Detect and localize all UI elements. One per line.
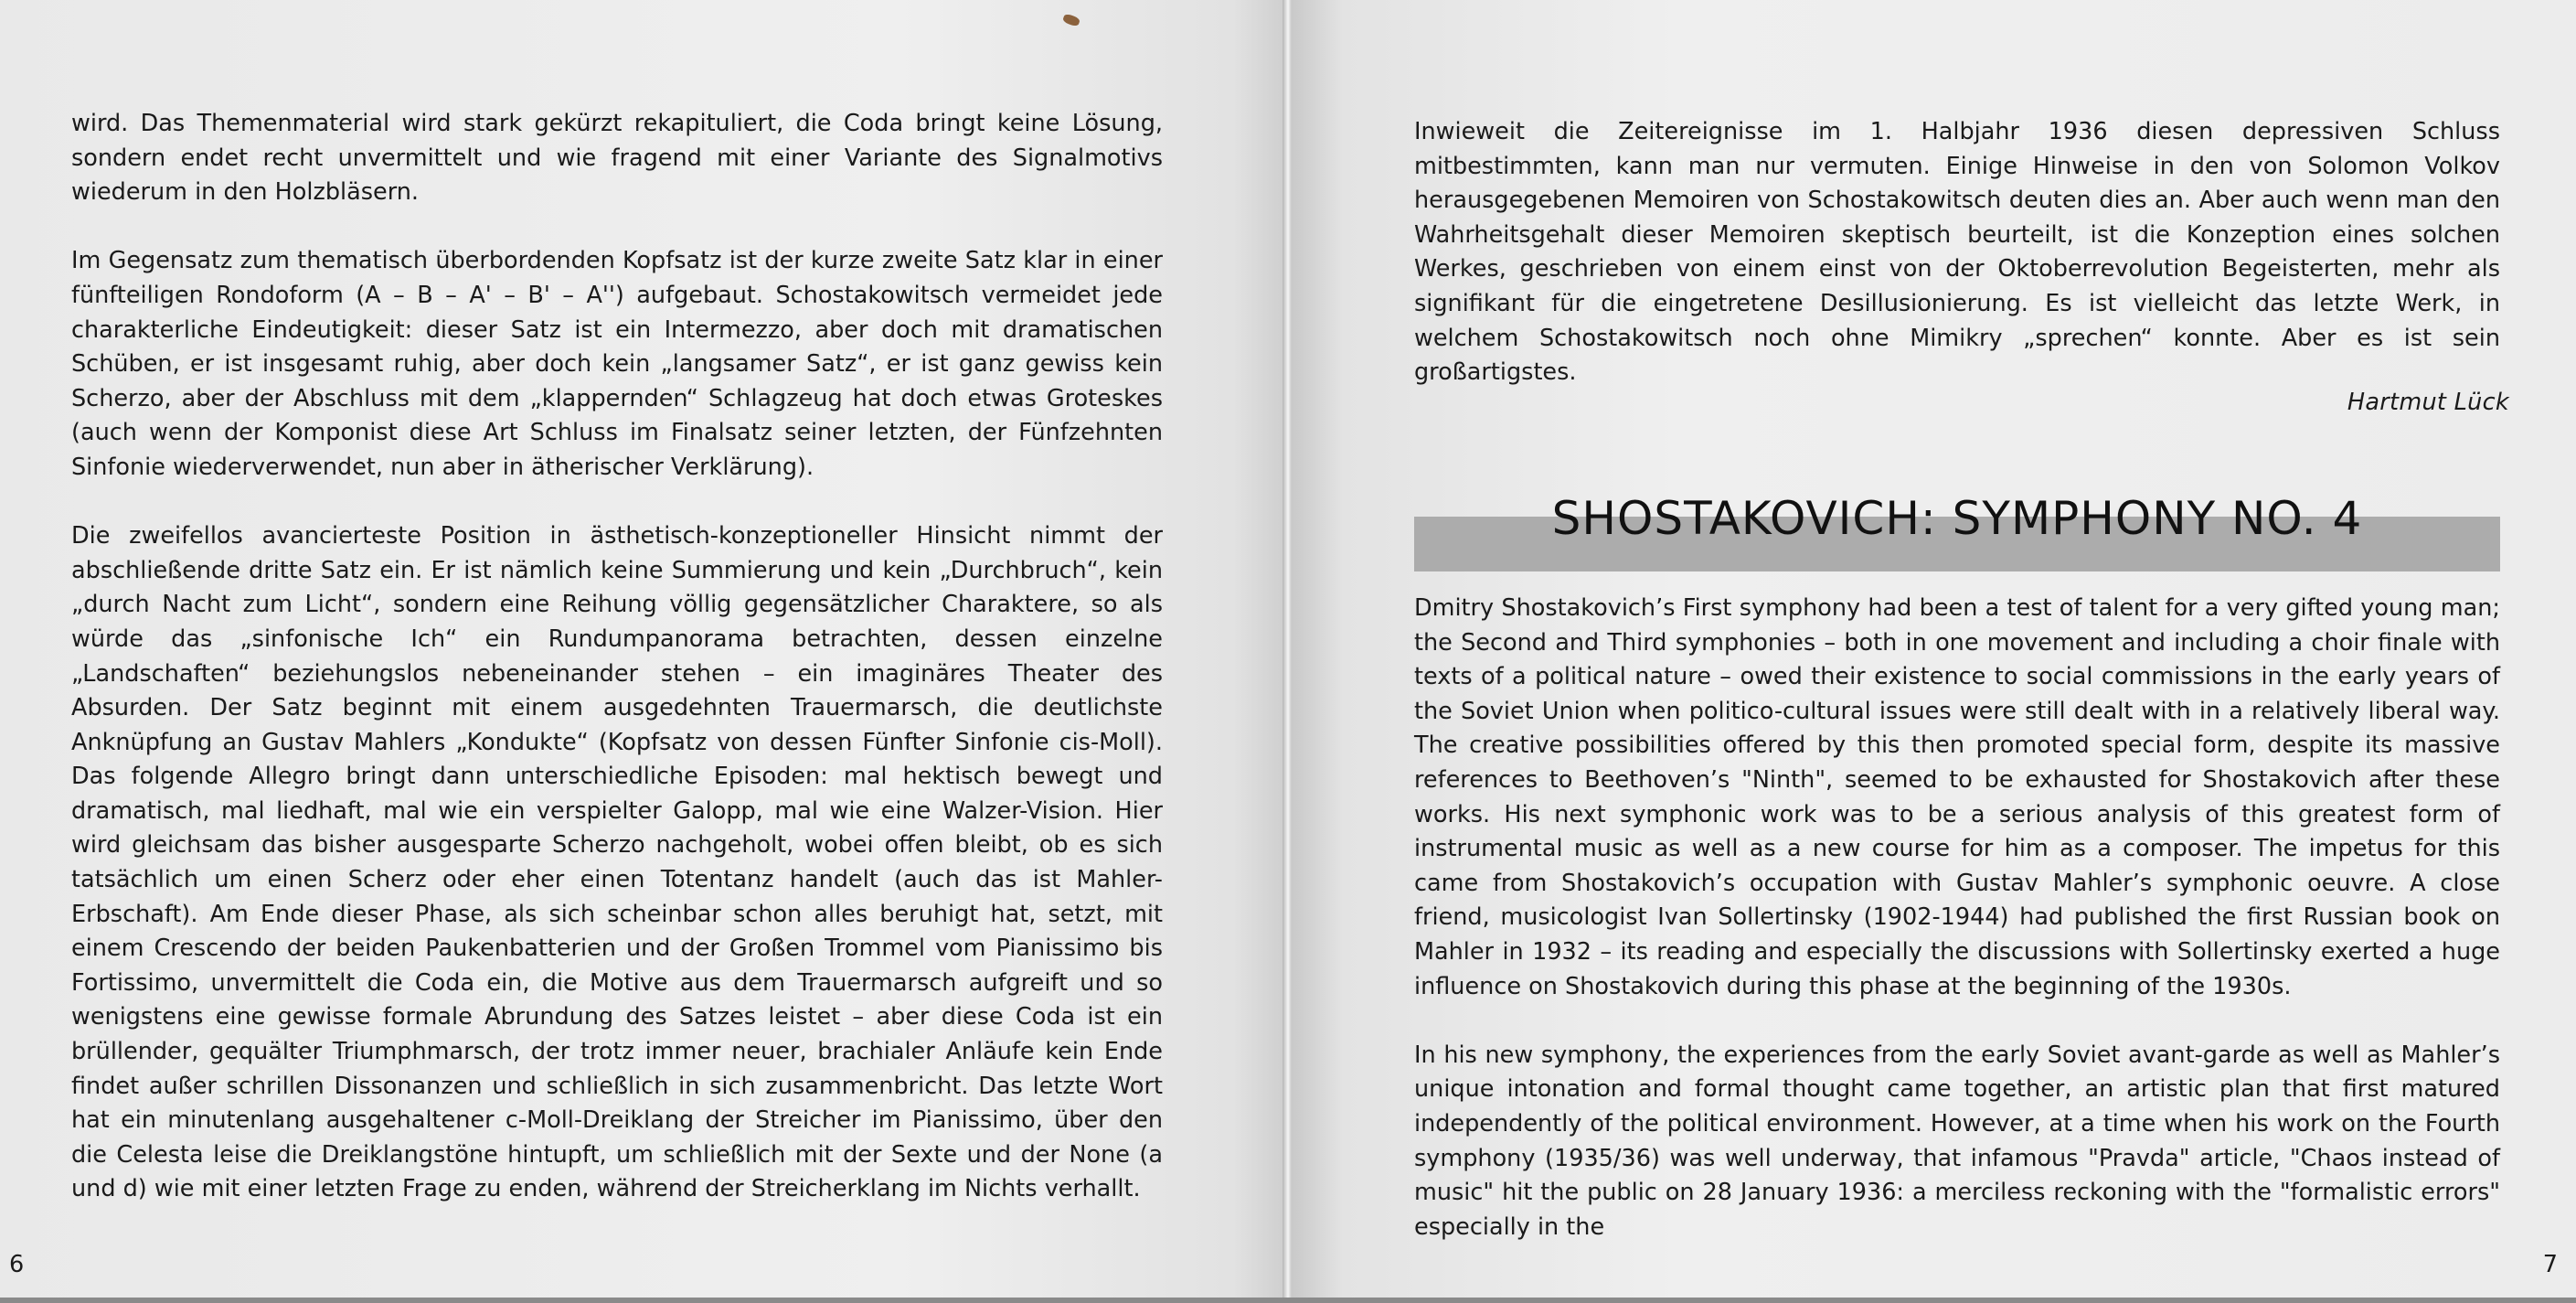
left-paragraph-3: Die zweifellos avancierteste Position in ästhetisch-konzeptioneller Hinsicht nimmt der abschließende dritte Satz ein. Er ist nämlich keine Summierung und kein „Durchbruch“, kein „durch Nacht zum Licht“, sondern eine Reihung völlig gegensätzlicher Charaktere, so als würde das „sinfonische Ich“ ein Rundumpanorama betrachten, dessen einzelne „Landschaften“ beziehungslos nebeneinander stehen – ein imaginäres Theater des Absurden. Der Satz beginnt mit einem ausgedehnten Trauermarsch, die deutlichste Anknüpfung an Gustav Mahlers „Kondukte“ (Kopfsatz von dessen Fünfter Sinfonie cis-Moll). Das folgende Allegro bringt dann unterschiedliche Episoden: mal hektisch bewegt und dramatisch, mal liedhaft, mal wie ein verspielter Galopp, mal wie eine Walzer-Vision. Hier wird gleichsam das bisher ausgesparte Scherzo nachgeholt, wobei offen bleibt, ob es sich tatsächlich um einen Scherz oder eher einen Totentanz handelt (auch das ist Mahler-Erbschaft). Am Ende dieser Phase, als sich scheinbar schon alles beruhigt hat, setzt, mit einem Crescendo der beiden Paukenbatterien und der Großen Trommel vom Pianissimo bis Fortissimo, unvermittelt die Coda ein, die Motive aus dem Trauermarsch aufgreift und so wenigstens eine gewisse formale Abrundung des Satzes leistet – aber diese Coda ist ein brüllender, gequälter Triumphmarsch, der trotz immer neuer, brachialer Anläufe kein Ende findet außer schrillen Dissonanzen und schließlich in sich zusammenbricht. Das letzte Wort hat ein minutenlang ausgehaltener c-Moll-Dreiklang der Streicher im Pianissimo, über den die Celesta leise die Dreiklangstöne hintupft, um schließlich mit der Sexte und der None (a und d) wie mit einer letzten Frage zu enden, während der Streicherklang im Nichts verhallt.: [71, 522, 1163, 1203]
scan-edge: [0, 1298, 2576, 1303]
right-paragraph-2: In his new symphony, the experiences from the early Soviet avant-garde as well as Mahler’s unique intonation and formal thought came together, an artistic plan that first matured independently of the political environment. However, at a time when his work on the Fourth symphony (1935/36) was well underway, that infamous "Pravda" article, "Chaos instead of music" hit the public on 28 January 1936: a merciless reckoning with the "formalistic errors" especially in the: [1414, 1041, 2500, 1241]
page-number-left: 6: [9, 1251, 25, 1278]
left-paragraph-2: Im Gegensatz zum thematisch überbordenden Kopfsatz ist der kurze zweite Satz klar in einer fünfteiligen Rondoform (A – B – A' – B' – A'') aufgebaut. Schostakowitsch vermeidet jede charakterliche Eindeutigkeit: dieser Satz ist ein Intermezzo, aber doch mit dramatischen Schüben, er ist insgesamt ruhig, aber doch kein „langsamer Satz“, er ist ganz gewiss kein Scherzo, aber der Abschluss mit dem „klappernden“ Schlagzeug hat doch etwas Groteskes (auch wenn der Komponist diese Art Schluss im Finalsatz seiner letzten, der Fünfzehnten Sinfonie wiederverwendet, nun aber in ätherischer Verklärung).: [71, 247, 1163, 481]
left-paragraph-1: wird. Das Themenmaterial wird stark gekürzt rekapituliert, die Coda bringt keine Lösung, sondern endet recht unvermittelt und wie fragend mit einer Variante des Signalmotivs wiederum in den Holzbläsern.: [71, 110, 1163, 207]
section-heading: SHOSTAKOVICH: SYMPHONY NO. 4: [1551, 492, 2363, 545]
author-signature: Hartmut Lück: [2347, 389, 2509, 416]
left-page-text: [71, 107, 1163, 1242]
page-number-right: 7: [2542, 1251, 2558, 1278]
paper-speck: [1062, 13, 1080, 27]
right-body-text: [1414, 592, 2500, 1279]
right-page: [1292, 0, 2576, 1303]
right-paragraph-1: Dmitry Shostakovich’s First symphony had been a test of talent for a very gifted young man; the Second and Third symphonies – both in one movement and including a choir finale with texts of a political nature – owed their existence to social commissions in the early years of the Soviet Union when politico-cultural issues were still dealt with in a relatively liberal way. The creative possibilities offered by this then promoted special form, despite its massive references to Beethoven’s "Ninth", seemed to be exhausted for Shostakovich after these works. His next symphonic work was to be a serious analysis of this greatest form of instrumental music as well as a new course for him as a composer. The impetus for this came from Shostakovich’s occupation with Gustav Mahler’s symphonic oeuvre. A close friend, musicologist Ivan Sollertinsky (1902-1944) had published the first Russian book on Mahler in 1932 – its reading and especially the discussions with Sollertinsky exerted a huge influence on Shostakovich during this phase at the beginning of the 1930s.: [1414, 594, 2500, 1000]
left-page: [0, 0, 1284, 1303]
right-top-paragraph: Inwieweit die Zeitereignisse im 1. Halbjahr 1936 diesen depressiven Schluss mitbestimmten, kann man nur vermuten. Einige Hinweise in den von Solomon Volkov herausgegebenen Memoiren von Schostakowitsch deuten dies an. Aber auch wenn man den Wahrheitsgehalt dieser Memoiren skeptisch beurteilt, ist die Konzeption eines solchen Werkes, geschrieben von einem einst von der Oktoberrevolution Begeisterten, mehr als signifikant für die eingetretene Desillusionierung. Es ist vielleicht das letzte Werk, in welchem Schostakowitsch noch ohne Mimikry „sprechen“ konnte. Aber es ist sein großartigstes.: [1414, 118, 2500, 387]
right-top-text: [1414, 115, 2500, 424]
